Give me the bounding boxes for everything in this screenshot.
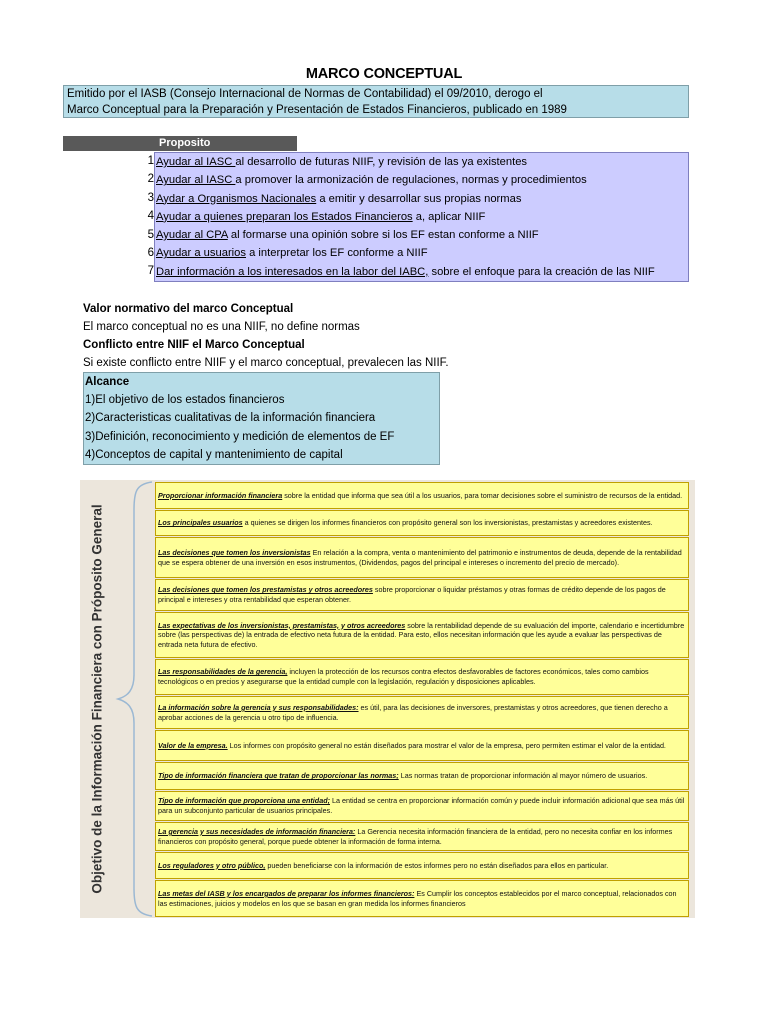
proposito-item xyxy=(156,171,688,189)
objetivo-row-text xyxy=(158,889,686,908)
objetivo-row-title: Proporcionar información financiera xyxy=(158,490,283,500)
valor-text: El marco conceptual no es una NIIF, no define normas xyxy=(83,321,360,333)
objetivo-row-text xyxy=(158,827,686,846)
objetivo-row xyxy=(155,880,689,917)
proposito-text: a, aplicar NIIF xyxy=(412,210,486,223)
objetivo-row-title: Las decisiones que tomen los prestamistas y otros acreedores xyxy=(158,585,373,595)
objetivo-row-title: Las metas del IASB y los encargados de preparar los informes financieros: xyxy=(158,888,415,898)
objetivo-row-text xyxy=(158,548,686,567)
proposito-text: sobre el enfoque para la creación de las NIIF xyxy=(428,265,655,278)
objetivo-row-title: Los principales usuarios xyxy=(158,518,243,528)
objetivo-row-text xyxy=(158,796,686,815)
proposito-link[interactable]: Ayudar al CPA xyxy=(156,229,228,242)
objetivo-row-text xyxy=(158,585,686,604)
objetivo-row-body: La Gerencia necesita información financiera de la entidad, pero no necesita confiar en los informes financieros con propósito general, porque puede obtener la información de forma interna. xyxy=(158,826,673,846)
intro-line-1: Emitido por el IASB (Consejo Internacional de Normas de Contabilidad) el 09/2010, derogo el xyxy=(67,88,543,100)
objetivo-row-title: Tipo de información financiera que tratan de proporcionar las normas; xyxy=(158,771,399,781)
proposito-text: al formarse una opinión sobre si los EF estan conforme a NIIF xyxy=(227,229,539,242)
proposito-item xyxy=(156,190,688,208)
proposito-link[interactable]: Dar información a los interesados en la labor del IABC, xyxy=(156,265,429,278)
curly-brace-icon xyxy=(114,480,156,918)
objetivo-row-body: es útil, para las decisiones de inversores, prestamistas y otros acreedores, que tienen derecho a aprobar acciones de la gerencia u otro tipo de influencia. xyxy=(158,702,668,722)
objetivo-row-text xyxy=(158,771,686,781)
conflicto-heading: Conflicto entre NIIF el Marco Conceptual xyxy=(83,339,305,351)
objetivo-row-title: Tipo de información que proporciona una entidad; xyxy=(158,796,330,806)
objetivo-row-body: incluyen la protección de los recursos contra efectos desfavorables de factores económicos, tales como cambios tecnológicos o en precios y asegurarse que la entidad cumple con la legislación, regulación y disposiciones aplicables. xyxy=(158,667,649,686)
objetivo-row xyxy=(155,822,689,851)
proposito-text: a interpretar los EF conforme a NIIF xyxy=(245,247,428,260)
objetivo-row-text xyxy=(158,861,686,871)
objetivo-row-title: Valor de la empresa. xyxy=(158,740,228,750)
proposito-num: 7 xyxy=(147,265,154,278)
intro-box xyxy=(63,85,689,118)
objetivo-row-body: a quienes se dirigen los informes financieros con propósito general son los inversionistas, prestamistas y acreedores existentes. xyxy=(242,518,653,528)
proposito-text: al desarrollo de futuras NIIF, y revisión de las ya existentes xyxy=(235,156,528,168)
valor-section xyxy=(83,300,449,372)
objetivo-row xyxy=(155,510,689,536)
objetivo-row-body: Es Cumplir los conceptos establecidos por el marco conceptual, relacionados con las estimaciones, juicios y modelos en los que se basan en gran medida los informes financieros xyxy=(158,888,677,908)
proposito-num: 5 xyxy=(147,228,154,241)
proposito-item xyxy=(156,208,688,226)
alcance-box xyxy=(83,372,440,465)
proposito-num: 1 xyxy=(147,155,154,167)
alcance-item: 4)Conceptos de capital y mantenimiento de capital xyxy=(85,448,343,461)
objetivo-row-title: Los reguladores y otro público, xyxy=(158,860,266,870)
objetivo-row-body: sobre la rentabilidad depende de su evaluación del importe, calendario e incertidumbre sobre (las perspectivas de) la entrada de efectivo neta futura de la entidad. Para esto, ellos necesitan información que les ayude a evaluar las perspectivas de entrada neta futura de efectivo. xyxy=(158,620,685,649)
proposito-text: a promover la armonización de regulaciones, normas y procedimientos xyxy=(235,174,587,187)
objetivo-row-body: Los informes con propósito general no están diseñados para mostrar el valor de la empresa, pero permiten estimar el valor de la entidad. xyxy=(227,740,666,750)
conflicto-text: Si existe conflicto entre NIIF y el marco conceptual, prevalecen las NIIF. xyxy=(83,357,449,369)
objetivo-row xyxy=(155,659,689,695)
objetivo-label-text: Objetivo de la Información Financiera con Próposito General xyxy=(89,504,105,894)
proposito-text: a emitir y desarrollar sus propias normas xyxy=(316,192,522,205)
objetivo-row-text xyxy=(158,741,686,751)
objetivo-row-text xyxy=(158,518,686,528)
page-title: MARCO CONCEPTUAL xyxy=(305,66,463,82)
objetivo-row xyxy=(155,579,689,611)
alcance-item: 2)Caracteristicas cualitativas de la información financiera xyxy=(85,412,376,425)
proposito-item xyxy=(156,226,688,244)
proposito-numbers xyxy=(140,152,154,281)
objetivo-row-text xyxy=(158,703,686,722)
objetivo-row xyxy=(155,482,689,509)
objetivo-row-title: La información sobre la gerencia y sus responsabilidades: xyxy=(158,702,359,712)
objetivo-row-text xyxy=(158,621,686,650)
objetivo-row xyxy=(155,730,689,761)
proposito-num: 3 xyxy=(147,191,154,204)
proposito-link[interactable]: Aydar a Organismos Nacionales xyxy=(156,192,317,205)
proposito-num: 6 xyxy=(147,246,154,259)
objetivo-row xyxy=(155,762,689,790)
objetivo-row-title: La gerencia y sus necesidades de información financiera: xyxy=(158,826,356,836)
objetivo-row-title: Las expectativas de los inversionistas, prestamistas, y otros acreedores xyxy=(158,620,406,630)
proposito-link[interactable]: Ayudar al IASC xyxy=(156,156,236,168)
proposito-num: 2 xyxy=(147,173,154,186)
objetivo-row-body: Las normas tratan de proporcionar información al mayor número de usuarios. xyxy=(398,771,648,781)
objetivo-row-text xyxy=(158,491,686,501)
intro-line-2: Marco Conceptual para la Preparación y Presentación de Estados Financieros, publicado en 1989 xyxy=(67,104,567,116)
objetivo-row xyxy=(155,852,689,879)
alcance-item: 3)Definición, reconocimiento y medición de elementos de EF xyxy=(85,430,395,443)
proposito-link[interactable]: Ayudar al IASC xyxy=(156,174,236,187)
proposito-header: Proposito xyxy=(63,136,297,151)
proposito-item xyxy=(156,153,688,171)
objetivo-row-text xyxy=(158,667,686,686)
objetivo-row-body: sobre la entidad que informa que sea útil a los usuarios, para tomar decisiones sobre el suministro de recursos de la entidad. xyxy=(282,490,683,500)
objetivo-row xyxy=(155,696,689,729)
objetivo-row-body: pueden beneficiarse con la información de estos informes pero no están diseñados para ellos en particular. xyxy=(265,860,609,870)
proposito-item xyxy=(156,263,688,281)
objetivo-row xyxy=(155,791,689,821)
proposito-link[interactable]: Ayudar a quienes preparan los Estados Financieros xyxy=(156,210,413,223)
proposito-num: 4 xyxy=(147,210,154,223)
objetivo-row-body: sobre proporcionar o liquidar préstamos y otras formas de crédito depende de los pagos de principal e intereses y otra rentabilidad que esperan obtener. xyxy=(158,585,666,604)
proposito-link[interactable]: Ayudar a usuarios xyxy=(156,247,246,260)
objetivo-vertical-label xyxy=(80,480,114,918)
alcance-item: 1)El objetivo de los estados financieros xyxy=(85,394,285,407)
objetivo-row-body: La entidad se centra en proporcionar información común y puede incluir información adicional que sea más útil para un subconjunto particular de usuarios principales. xyxy=(158,796,685,815)
alcance-heading: Alcance xyxy=(85,376,130,388)
objetivo-row-title: Las responsabilidades de la gerencia, xyxy=(158,667,288,677)
objetivo-row-title: Las decisiones que tomen los inversionistas xyxy=(158,547,311,557)
objetivo-row xyxy=(155,537,689,578)
objetivo-row xyxy=(155,612,689,658)
valor-heading: Valor normativo del marco Conceptual xyxy=(83,303,294,315)
proposito-list xyxy=(154,152,689,282)
objetivo-row-body: En relación a la compra, venta o mantenimiento del patrimonio e instrumentos de deuda, depende de la rentabilidad que se espera obtener de una inversión en esos instrumentos, (Dividendos, pagos del principal e intereses o incremento del precio de mercado). xyxy=(158,547,682,567)
proposito-item xyxy=(156,244,688,262)
